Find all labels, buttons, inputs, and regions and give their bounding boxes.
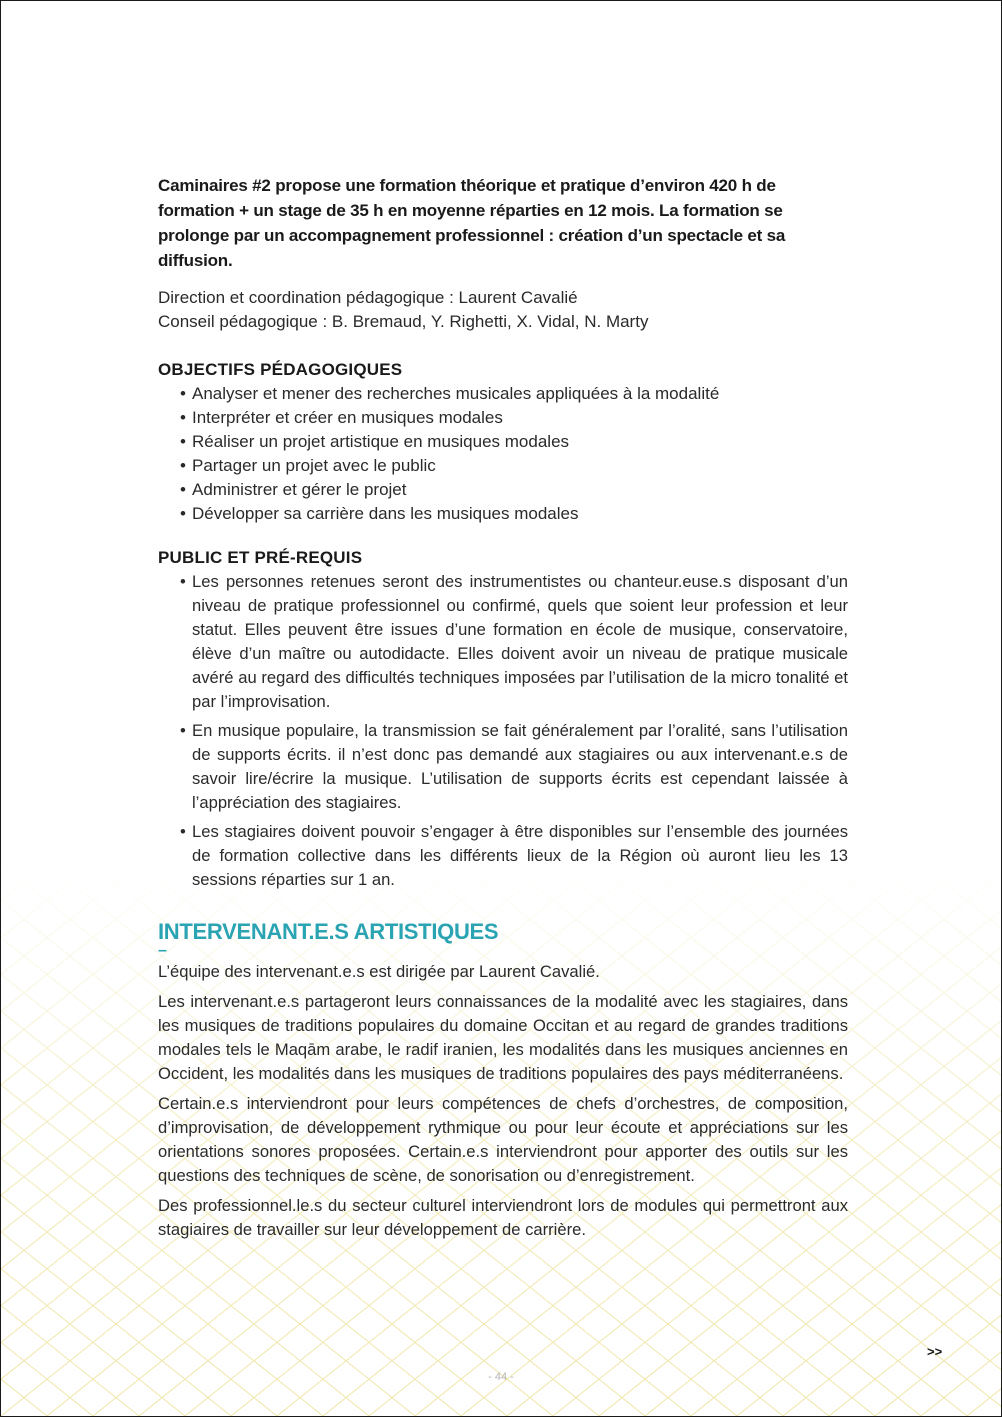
main-content xyxy=(158,173,848,1248)
list-item: • Réaliser un projet artistique en musiques modales xyxy=(180,430,848,454)
artistiques-body xyxy=(158,960,848,1242)
list-item: • Interpréter et créer en musiques modales xyxy=(180,406,848,430)
list-item: • Développer sa carrière dans les musiques modales xyxy=(180,502,848,526)
list-item: • Les stagiaires doivent pouvoir s’engager à être disponibles sur l’ensemble des journées de formation collective dans les différents lieux de la Région où auront lieu les 13 sessions réparties sur 1 an. xyxy=(180,820,848,892)
public-list xyxy=(180,570,848,892)
public-section xyxy=(158,546,848,892)
objectifs-section xyxy=(158,358,848,526)
list-item: • Analyser et mener des recherches musicales appliquées à la modalité xyxy=(180,382,848,406)
list-item: • Partager un projet avec le public xyxy=(180,454,848,478)
paragraph: Certain.e.s interviendront pour leurs compétences de chefs d’orchestres, de composition, d’improvisation, de développement rythmique ou pour leur écoute et appréciations sur les orientations sonores proposées. Certain.e.s interviendront pour apporter des outils sur les questions des techniques de scène, de sonorisation ou d’enregistrement. xyxy=(158,1094,848,1185)
list-item: • En musique populaire, la transmission se fait généralement par l’oralité, sans l’utilisation de supports écrits. il n’est donc pas demandé aux stagiaires ou aux intervenant.e.s de savoir lire/écrire la musique. L’utilisation de supports écrits est cependant laissée à l’appréciation des stagiaires. xyxy=(180,719,848,815)
list-item: • Les personnes retenues seront des instrumentistes ou chanteur.euse.s disposant d’un niveau de pratique professionnel ou confirmé, quels que soient leur profession et leur statut. Elles peuvent être issues d’une formation en école de musique, conservatoire, élève d’un maître ou autodidacte. Elles doivent avoir un niveau de pratique musicale avéré au regard des difficultés techniques imposées par l’utilisation de la micro tonalité et par l’improvisation. xyxy=(180,570,848,714)
paragraph: Les intervenant.e.s partageront leurs connaissances de la modalité avec les stagiaires, dans les musiques de traditions populaires du domaine Occitan et au regard de grandes traditions modales tels le Maqām arabe, le radif iranien, les modalités dans les musiques anciennes en Occident, les modalités dans les musiques de traditions populaires des pays méditerranéens. xyxy=(158,992,848,1083)
paragraph: Des professionnel.le.s du secteur culturel interviendront lors de modules qui permettront aux stagiaires de travailler sur leur développement de carrière. xyxy=(158,1196,848,1239)
page-number: - 44 - xyxy=(488,1371,514,1383)
artistiques-heading: INTERVENANT.E.S ARTISTIQUES xyxy=(158,919,499,944)
paragraph: L’équipe des intervenant.e.s est dirigée par Laurent Cavalié. xyxy=(158,962,600,981)
conseil-line: Conseil pédagogique : B. Bremaud, Y. Righetti, X. Vidal, N. Marty xyxy=(158,312,649,331)
direction-line: Direction et coordination pédagogique : Laurent Cavalié xyxy=(158,288,578,307)
list-item: • Administrer et gérer le projet xyxy=(180,478,848,502)
public-heading: PUBLIC ET PRÉ-REQUIS xyxy=(158,548,363,567)
credits-block xyxy=(158,286,848,334)
objectifs-list xyxy=(180,382,848,526)
next-page-link[interactable]: >> xyxy=(927,1344,943,1359)
objectifs-heading: OBJECTIFS PÉDAGOGIQUES xyxy=(158,360,403,379)
heading-dash: – xyxy=(158,942,167,959)
intro-paragraph: Caminaires #2 propose une formation théorique et pratique d’environ 420 h de formation + un stage de 35 h en moyenne réparties en 12 mois. La formation se prolonge par un accompagnement professionnel : création d’un spectacle et sa diffusion. xyxy=(158,176,786,270)
